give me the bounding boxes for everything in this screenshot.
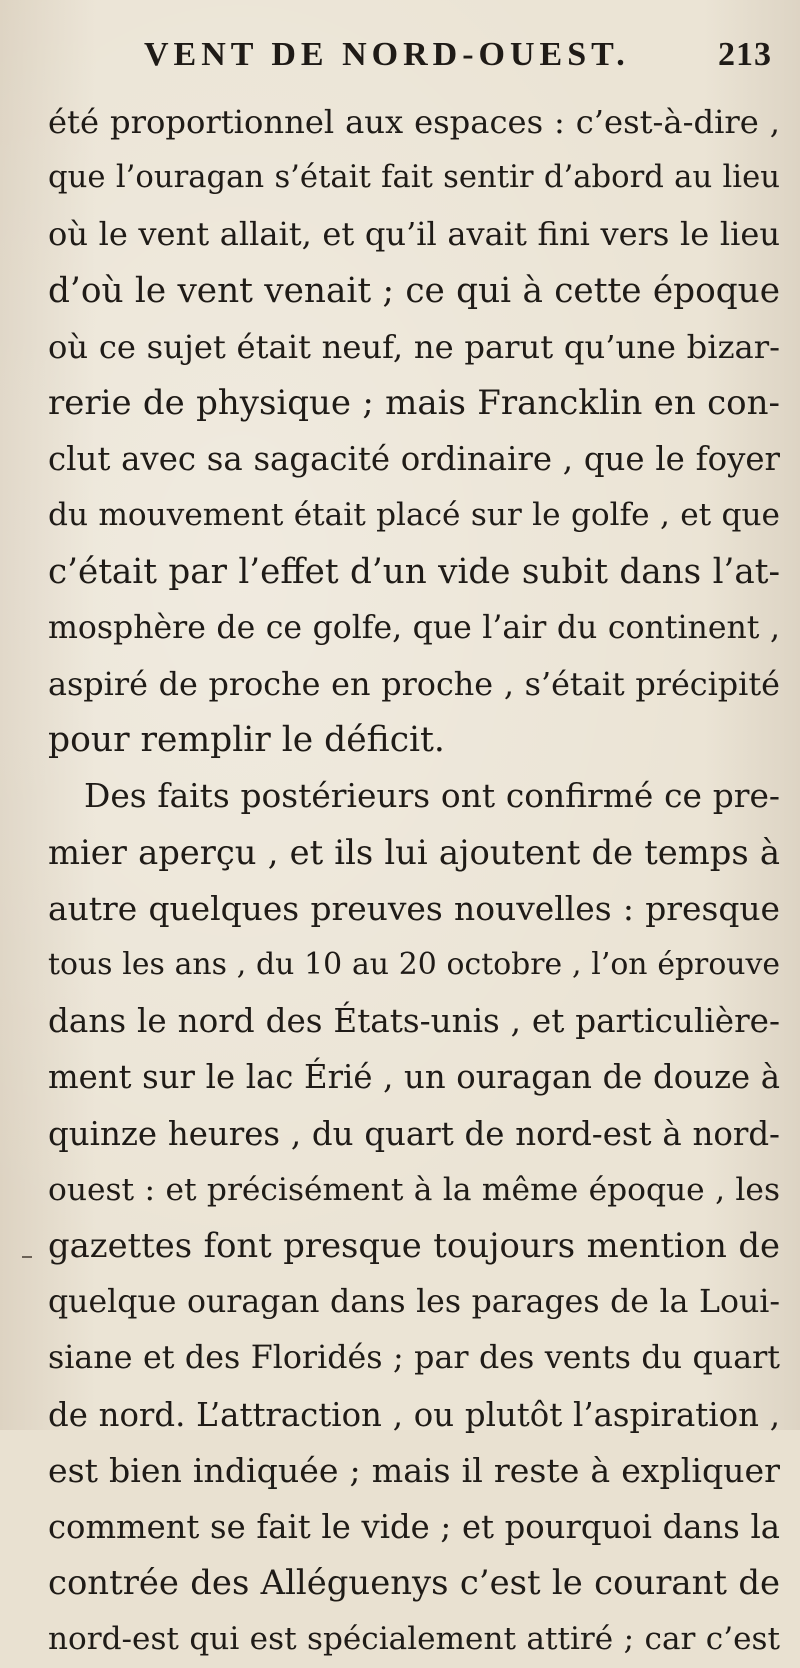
text-line: tous les ans , du 10 au 20 octobre , l’on éprouve: [48, 947, 780, 983]
running-head: [48, 38, 780, 72]
text-line: autre quelques preuves nouvelles : presque: [48, 888, 780, 928]
text-line: comment se fait le vide ; et pourquoi dans la: [48, 1508, 780, 1547]
text-line: contrée des Alléguenys c’est le courant de: [48, 1563, 780, 1603]
text-line: quelque ouragan dans les parages de la Loui-: [48, 1284, 780, 1321]
text-line: gazettes font presque toujours mention de: [48, 1226, 780, 1266]
text-line: de nord. L’attraction , ou plutôt l’aspiration ,: [48, 1395, 780, 1434]
text-line: rerie de physique ; mais Francklin en con-: [48, 383, 780, 424]
text-line: est bien indiquée ; mais il reste à expliquer: [48, 1450, 780, 1490]
text-line: été proportionnel aux espaces : c’est-à-dire ,: [48, 103, 780, 141]
text-line: où le vent allait, et qu’il avait fini vers le lieu: [48, 215, 780, 254]
text-line: ouest : et précisément à la même époque , les: [48, 1171, 780, 1208]
text-line: siane et des Floridés ; par des vents du quart: [48, 1340, 780, 1377]
text-line: Des faits postérieurs ont confirmé ce pre-: [84, 777, 780, 816]
text-line: nord-est qui est spécialement attiré ; car c’est: [48, 1621, 780, 1658]
text-line: mier aperçu , et ils lui ajoutent de temps à: [48, 832, 780, 872]
text-line: aspiré de proche en proche , s’était précipité: [48, 665, 780, 704]
page-number: 213: [718, 36, 772, 73]
text-line: dans le nord des États-unis , et particulière-: [48, 1002, 780, 1041]
margin-dash: [22, 1256, 32, 1258]
text-line: quinze heures , du quart de nord-est à nord-: [48, 1114, 780, 1153]
text-line: clut avec sa sagacité ordinaire , que le foyer: [48, 440, 780, 479]
text-line: c’était par l’effet d’un vide subit dans l’at-: [48, 551, 780, 592]
text-line: pour remplir le déficit.: [48, 720, 445, 761]
text-line: ment sur le lac Érié , un ouragan de douze à: [48, 1058, 780, 1097]
text-line: mosphère de ce golfe, que l’air du continent ,: [48, 609, 780, 646]
text-line: d’où le vent venait ; ce qui à cette époque: [48, 270, 780, 311]
text-line: du mouvement était placé sur le golfe , et que: [48, 497, 780, 534]
body-text: [48, 94, 780, 1668]
text-line: que l’ouragan s’était fait sentir d’abord au lieu: [48, 160, 780, 196]
text-line: où ce sujet était neuf, ne parut qu’une bizar-: [48, 327, 780, 366]
running-head-title: VENT DE NORD-OUEST.: [144, 36, 630, 73]
